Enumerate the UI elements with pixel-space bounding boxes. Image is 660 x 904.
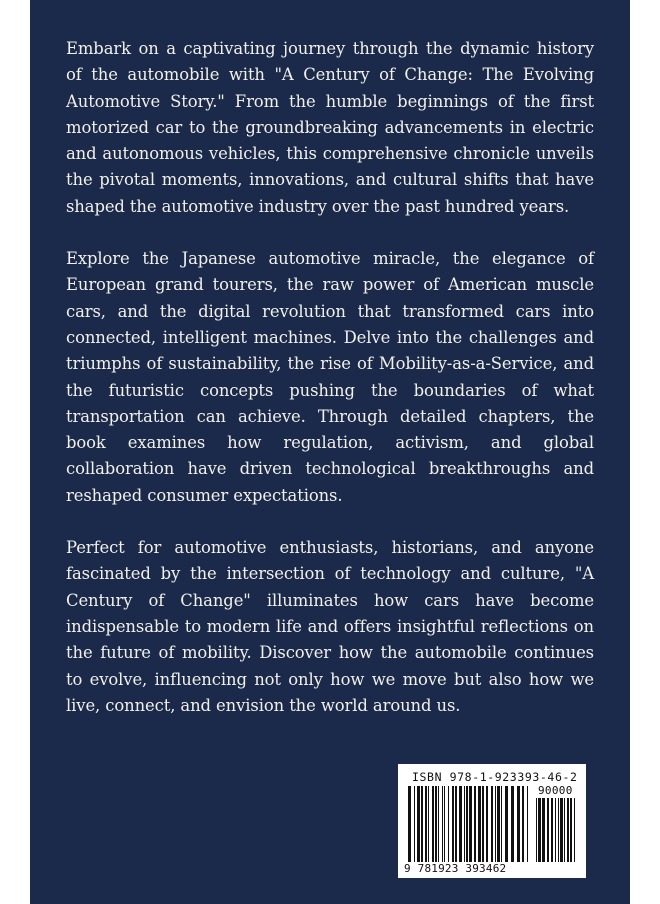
- main-barcode: [408, 786, 528, 862]
- barcode-bar: [448, 786, 449, 862]
- barcode-bar: [501, 786, 502, 862]
- barcode-bar: [538, 798, 541, 862]
- barcode-bar: [414, 786, 415, 862]
- barcode-bar: [551, 798, 553, 862]
- price-code: 90000: [538, 784, 573, 797]
- barcode-bar: [428, 786, 429, 862]
- barcode-bar: [495, 786, 496, 862]
- barcode-bar: [482, 786, 484, 862]
- barcode-bar: [444, 786, 445, 862]
- barcode-bar: [542, 798, 545, 862]
- barcode-bar: [452, 786, 454, 862]
- barcode-box: [398, 764, 586, 878]
- barcode-bars: [398, 764, 586, 878]
- price-addon-barcode: [536, 798, 575, 862]
- barcode-bar: [474, 786, 476, 862]
- blurb-paragraph-3: Perfect for automotive enthusiasts, historians, and anyone fascinated by the intersection of technology and culture, "A Century of Change" illuminates how cars have become indispensable to modern life and offers insightful reflections on the future of mobility. Discover how the automobile continues to evolve, influencing not only how we move but also how we live, connect, and envision the world around us.: [66, 538, 594, 715]
- barcode-bar: [417, 786, 420, 862]
- barcode-bar: [408, 786, 411, 862]
- barcode-bar: [555, 798, 556, 862]
- barcode-bar: [469, 786, 472, 862]
- barcode-bar: [570, 798, 572, 862]
- barcode-bar: [560, 798, 563, 862]
- barcode-bar: [558, 798, 559, 862]
- barcode-number: 9 781923 393462: [404, 862, 507, 875]
- barcode-bar: [421, 786, 423, 862]
- back-cover: [30, 0, 630, 904]
- barcode-bar: [432, 786, 434, 862]
- barcode-bar: [464, 786, 465, 862]
- barcode-bar: [455, 786, 457, 862]
- isbn-label: ISBN 978-1-923393-46-2: [412, 770, 578, 784]
- barcode-bar: [425, 786, 427, 862]
- barcode-bar: [517, 786, 520, 862]
- barcode-bar: [442, 786, 443, 862]
- blurb-paragraph-1: Embark on a captivating journey through the dynamic history of the automobile with "A Century of Change: The Evolving Automotive Story." From the humble beginnings of the first motorized car to the groundbreaking advancements in electric and autonomous vehicles, this comprehensive chronicle unveils the pivotal moments, innovations, and cultural shifts that have shaped the automotive industry over the past hundred years.: [66, 39, 594, 216]
- barcode-bar: [527, 786, 528, 862]
- blurb-paragraph-2: Explore the Japanese automotive miracle, the elegance of European grand tourers, the raw power of American muscle cars, and the digital revolution that transformed cars into connected, intelligent machines. Delve into the challenges and triumphs of sustainability, the rise of Mobility-as-a-Service, and the futuristic concepts pushing the boundaries of what transportation can achieve. Through detailed chapters, the book examines how regulation, activism, and global collaboration have driven technological breakthroughs and reshaped consumer expectations.: [66, 249, 594, 505]
- blurb-text: [66, 36, 594, 745]
- barcode-bar: [536, 798, 537, 862]
- barcode-bar: [505, 786, 508, 862]
- barcode-bar: [491, 786, 493, 862]
- barcode-bar: [564, 798, 565, 862]
- barcode-bar: [497, 786, 500, 862]
- barcode-bar: [511, 786, 514, 862]
- barcode-bar: [574, 798, 575, 862]
- barcode-bar: [459, 786, 462, 862]
- barcode-bar: [522, 786, 524, 862]
- barcode-bar: [567, 798, 569, 862]
- barcode-bar: [435, 786, 437, 862]
- barcode-bar: [486, 786, 488, 862]
- barcode-bar: [478, 786, 481, 862]
- barcode-bar: [438, 786, 439, 862]
- barcode-bar: [466, 786, 468, 862]
- barcode-bar: [547, 798, 549, 862]
